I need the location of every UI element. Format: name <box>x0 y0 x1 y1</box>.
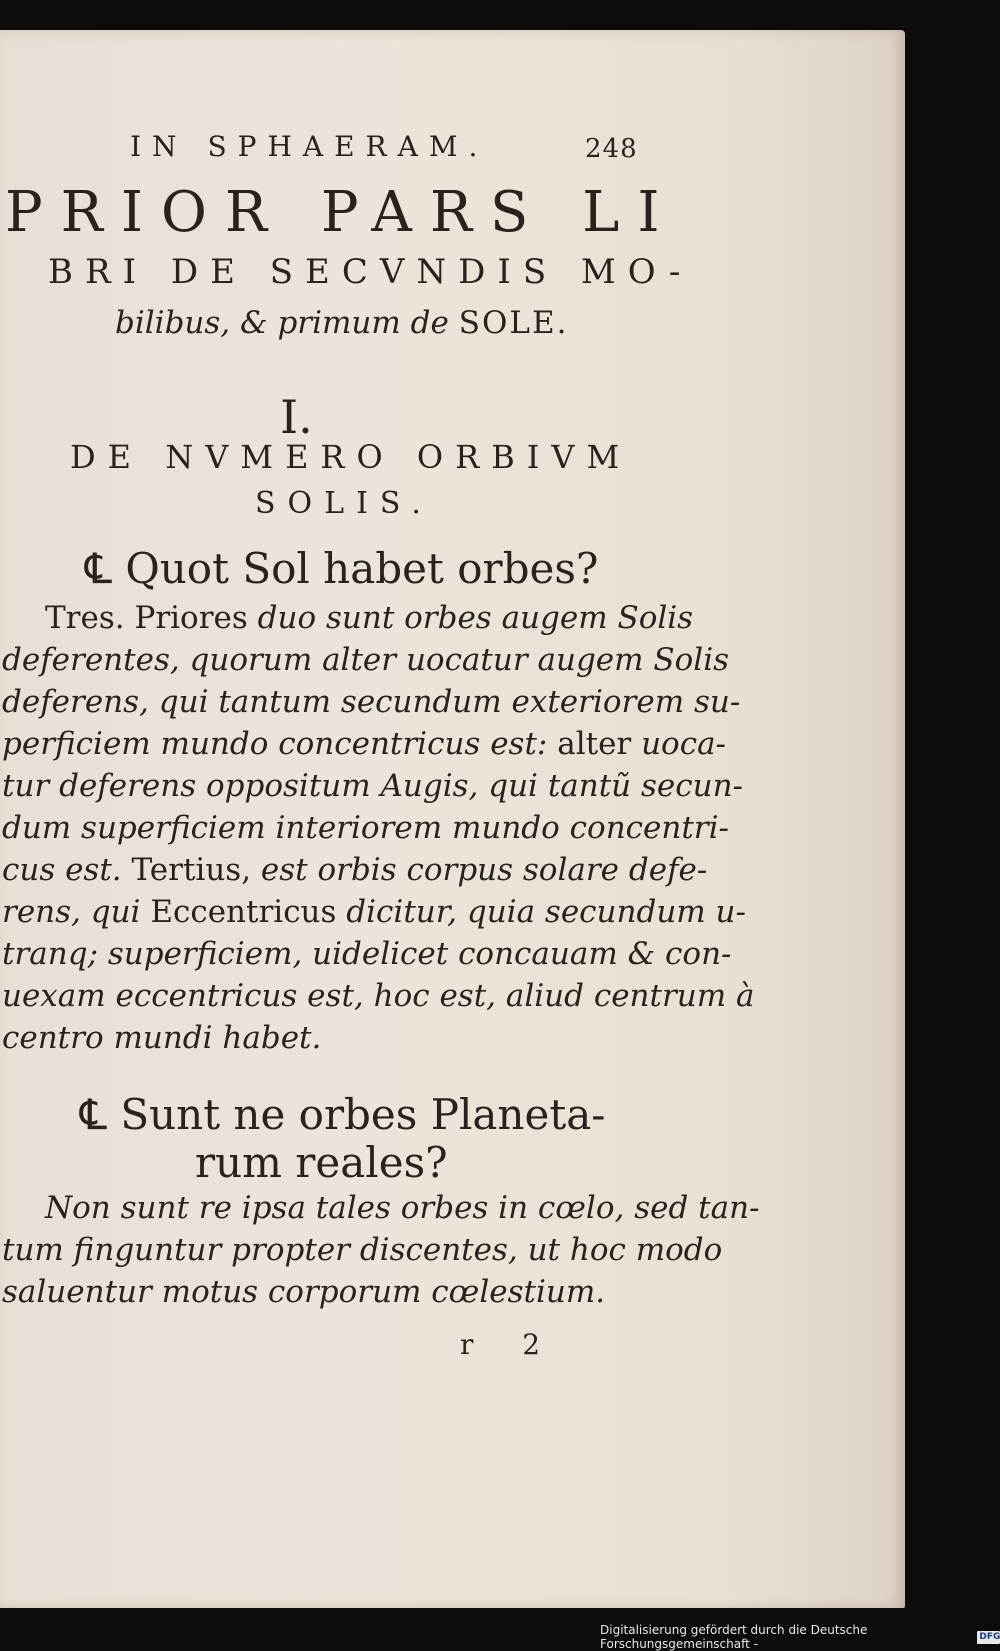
book-page <box>0 30 905 1608</box>
chapter-title-line-2: BRI DE SECVNDIS MO- <box>48 252 693 292</box>
answer-1-line <box>2 852 707 888</box>
chapter-title-line-1: PRIOR PARS LI <box>5 180 678 245</box>
answer-1-line-2: deferentes, quorum alter uocatur augem Solis <box>2 642 730 678</box>
running-head: IN SPHAERAM. <box>130 130 489 163</box>
answer-1-line-5: tur deferens oppositum Augis, qui tantũ secun- <box>2 768 744 804</box>
dfg-logo-icon <box>977 1631 1000 1644</box>
answer-1-line-4-italic: perficiem mundo concentricus est: <box>2 726 548 762</box>
chapter-title-italic: bilibus, & primum de <box>115 305 449 341</box>
answer-1-line <box>2 726 726 762</box>
answer-1-line-7-roman: Tertius, <box>121 852 252 888</box>
answer-1-line <box>45 600 693 636</box>
answer-1-line-4-roman: alter <box>547 726 632 762</box>
answer-1-line-7-end: est orbis corpus solare defe- <box>251 852 708 888</box>
answer-1-line-9: tranq; superficiem, uidelicet concauam & con- <box>2 936 732 972</box>
answer-1-line-3: deferens, qui tantum secundum exteriorem su- <box>2 684 741 720</box>
question-1 <box>85 544 598 593</box>
answer-1-line <box>2 936 732 972</box>
answer-1-line-8-roman: Eccentricus <box>140 894 337 930</box>
answer-1-line-1-roman: Tres. Priores <box>45 600 248 636</box>
question-2-line-2: rum reales? <box>195 1138 448 1187</box>
answer-1-line <box>2 1020 321 1056</box>
answer-2-line: Non sunt re ipsa tales orbes in cœlo, sed tan- <box>45 1190 760 1226</box>
footer-credit <box>600 1623 1000 1651</box>
answer-1-line-4-end: uoca- <box>631 726 727 762</box>
answer-1-line <box>2 684 740 720</box>
footer-credit-text: Digitalisierung gefördert durch die Deutsche Forschungsgemeinschaft - <box>600 1623 868 1651</box>
section-number: I. <box>280 390 313 444</box>
section-title-line-2: SOLIS. <box>255 486 433 521</box>
answer-1-line-11: centro mundi habet. <box>2 1020 322 1056</box>
answer-2-line: tum finguntur propter discentes, ut hoc modo <box>2 1232 723 1268</box>
answer-1-line-10: uexam eccentricus est, hoc est, aliud centrum à <box>2 978 755 1014</box>
answer-1-line <box>2 978 755 1014</box>
answer-2-line: saluentur motus corporum cœlestium. <box>2 1274 606 1310</box>
answer-1-line <box>2 810 729 846</box>
signature-mark: r 2 <box>460 1328 561 1361</box>
question-2-text-1: Sunt ne orbes Planeta- <box>120 1090 606 1139</box>
page-number: 248 <box>585 134 638 164</box>
answer-1-line-8-end: dicitur, quia secundum u- <box>336 894 746 930</box>
answer-1-line <box>2 894 746 930</box>
answer-1-line <box>2 642 729 678</box>
answer-1-line <box>2 768 743 804</box>
dfg-logo-text: DFG <box>979 1631 1000 1642</box>
chapter-title-sole: SOLE. <box>458 305 569 341</box>
answer-1-line-6: dum superficiem interiorem mundo concentri- <box>2 810 730 846</box>
question-2-line-1 <box>80 1090 605 1139</box>
answer-1-line-8-italic: rens, qui <box>2 894 141 930</box>
question-1-text: Quot Sol habet orbes? <box>125 544 599 593</box>
section-title-line-1: DE NVMERO ORBIVM <box>70 438 632 476</box>
paragraph-mark-icon: ℄ <box>85 544 112 593</box>
paragraph-mark-icon: ℄ <box>80 1090 107 1139</box>
answer-1-line-1-italic: duo sunt orbes augem Solis <box>247 600 694 636</box>
chapter-title-line-3 <box>115 305 568 341</box>
answer-1-line-7-italic: cus est. <box>2 852 122 888</box>
